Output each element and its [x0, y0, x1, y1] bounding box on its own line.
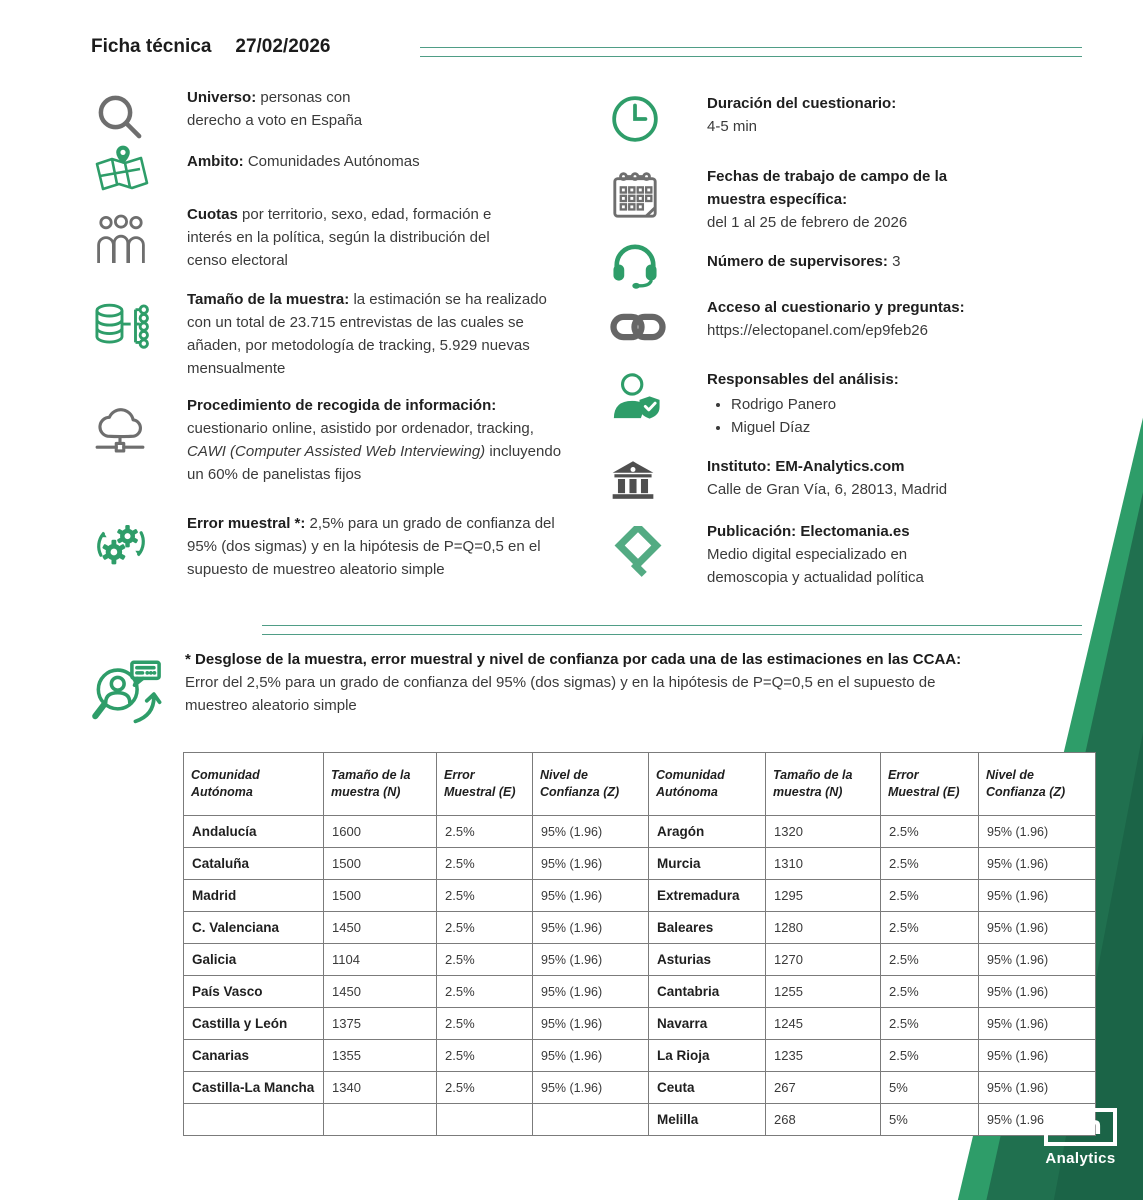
table-cell: Cantabria	[649, 976, 766, 1008]
sample-table-wrap	[183, 752, 1096, 1136]
table-cell: 1500	[324, 848, 437, 880]
em-analytics-logo	[1044, 1108, 1117, 1167]
table-cell: 2.5%	[437, 976, 533, 1008]
table-cell: 1320	[766, 816, 881, 848]
table-cell	[533, 1104, 649, 1136]
table-cell: 2.5%	[881, 1008, 979, 1040]
table-cell: 1310	[766, 848, 881, 880]
table-header-cell: Nivel de Confianza (Z)	[533, 753, 649, 816]
instituto-address: Calle de Gran Vía, 6, 28013, Madrid	[707, 481, 948, 498]
table-header-cell: Nivel de Confianza (Z)	[979, 753, 1096, 816]
table-cell: 95% (1.96)	[979, 976, 1096, 1008]
publicacion-label: Publicación: Electomania.es	[707, 523, 910, 540]
table-cell: Murcia	[649, 848, 766, 880]
table-cell: 1500	[324, 880, 437, 912]
desglose-section	[88, 648, 965, 732]
table-cell: 95% (1.96)	[979, 1104, 1096, 1136]
table-row	[184, 1040, 1096, 1072]
instituto-label: Instituto: EM-Analytics.com	[707, 458, 905, 475]
table-cell: 1450	[324, 912, 437, 944]
responsable-item: • Miguel Díaz	[731, 416, 1007, 439]
electomania-logo-icon	[608, 526, 707, 582]
table-cell: 2.5%	[437, 848, 533, 880]
table-cell	[437, 1104, 533, 1136]
table-cell: 2.5%	[437, 880, 533, 912]
table-cell: 1600	[324, 816, 437, 848]
section-divider	[262, 625, 1082, 635]
analyst-shield-icon	[608, 370, 707, 422]
fechas-value: del 1 al 25 de febrero de 2026	[707, 214, 908, 231]
table-header-cell: Error Muestral (E)	[881, 753, 979, 816]
table-cell: Cataluña	[184, 848, 324, 880]
table-cell: 2.5%	[881, 944, 979, 976]
table-cell: 1355	[324, 1040, 437, 1072]
table-row	[184, 944, 1096, 976]
responsables-section	[608, 368, 1007, 439]
table-row	[184, 880, 1096, 912]
sample-table	[183, 752, 1096, 1136]
table-cell: Navarra	[649, 1008, 766, 1040]
database-icon	[91, 300, 187, 354]
procedimiento-label: Procedimiento de recogida de información:	[187, 397, 497, 414]
table-cell: 95% (1.96)	[533, 976, 649, 1008]
table-cell: Castilla-La Mancha	[184, 1072, 324, 1104]
cuotas-label: Cuotas	[187, 206, 238, 223]
table-cell: C. Valenciana	[184, 912, 324, 944]
procedimiento-text2: incluyendo un 60% de panelistas fijos	[187, 443, 562, 483]
table-cell: 2.5%	[437, 912, 533, 944]
publicacion-text: Medio digital especializado en demoscopia y actualidad política	[707, 546, 924, 586]
table-cell: 2.5%	[881, 848, 979, 880]
institution-icon	[608, 457, 707, 501]
cloud-network-icon	[91, 404, 187, 458]
acceso-label: Acceso al cuestionario y preguntas:	[707, 299, 965, 316]
table-body	[184, 816, 1096, 1136]
responsables-label: Responsables del análisis:	[707, 371, 899, 388]
table-cell: 2.5%	[881, 880, 979, 912]
publicacion-section	[608, 520, 962, 589]
table-header-row	[184, 753, 1096, 816]
table-cell: 95% (1.96)	[979, 1072, 1096, 1104]
table-cell: 5%	[881, 1072, 979, 1104]
error-label: Error muestral *:	[187, 515, 306, 532]
table-cell: 1450	[324, 976, 437, 1008]
fechas-label: Fechas de trabajo de campo de la muestra específica:	[707, 168, 948, 208]
table-cell: 5%	[881, 1104, 979, 1136]
table-cell: Aragón	[649, 816, 766, 848]
table-row	[184, 1104, 1096, 1136]
table-header-cell: Tamaño de la muestra (N)	[766, 753, 881, 816]
clock-icon	[608, 94, 707, 144]
table-cell: 2.5%	[437, 944, 533, 976]
universo-text: personas con derecho a voto en España	[187, 89, 363, 129]
ambito-section	[91, 150, 567, 196]
responsables-list	[707, 393, 1007, 439]
table-cell: País Vasco	[184, 976, 324, 1008]
error-text: 2,5% para un grado de confianza del 95% (dos sigmas) y en la hipótesis de P=Q=0,5 en el supuesto de muestreo aleatorio simple	[187, 515, 555, 578]
map-pin-icon	[91, 144, 187, 196]
table-cell: 95% (1.96)	[533, 1008, 649, 1040]
table-cell: 1340	[324, 1072, 437, 1104]
duracion-label: Duración del cuestionario:	[707, 95, 897, 112]
table-row	[184, 976, 1096, 1008]
table-header-cell: Tamaño de la muestra (N)	[324, 753, 437, 816]
table-cell: Melilla	[649, 1104, 766, 1136]
table-cell: 95% (1.96)	[533, 912, 649, 944]
table-cell: 95% (1.96)	[979, 816, 1096, 848]
desglose-body: Error del 2,5% para un grado de confianza del 95% (dos sigmas) y en la hipótesis de P=Q=0,5 en el supuesto de muestreo aleatorio simple	[185, 674, 936, 714]
cuotas-text: por territorio, sexo, edad, formación e interés en la política, según la distribución del censo electoral	[187, 206, 492, 269]
table-cell: 95% (1.96)	[979, 1040, 1096, 1072]
calendar-icon	[608, 170, 707, 222]
table-cell: 1104	[324, 944, 437, 976]
table-cell: Canarias	[184, 1040, 324, 1072]
error-muestral-section	[91, 512, 575, 581]
em-logo-mark: em	[1044, 1108, 1117, 1146]
procedimiento-italic: CAWI (Computer Assisted Web Interviewing)	[187, 443, 486, 460]
table-header-cell: Comunidad Autónoma	[649, 753, 766, 816]
table-row	[184, 848, 1096, 880]
link-icon	[608, 312, 707, 342]
acceso-section	[608, 296, 1007, 342]
table-cell: Ceuta	[649, 1072, 766, 1104]
ambito-text: Comunidades Autónomas	[243, 153, 420, 170]
table-cell: 2.5%	[881, 976, 979, 1008]
table-cell: 95% (1.96)	[979, 1008, 1096, 1040]
sample-breakdown-icon	[88, 654, 185, 732]
universo-section	[91, 86, 392, 144]
page-date: 27/02/2026	[235, 36, 331, 57]
desglose-heading: * Desglose de la muestra, error muestral y nivel de confianza por cada una de las estimaciones en las CCAA:	[185, 651, 962, 668]
table-cell: 2.5%	[881, 1040, 979, 1072]
table-cell: 1245	[766, 1008, 881, 1040]
table-row	[184, 912, 1096, 944]
table-cell: 2.5%	[437, 1008, 533, 1040]
table-cell: 268	[766, 1104, 881, 1136]
responsable-item: • Rodrigo Panero	[731, 393, 1007, 416]
gears-sync-icon	[91, 518, 187, 570]
table-row	[184, 1008, 1096, 1040]
ambito-label: Ambito:	[187, 153, 244, 170]
tamano-label: Tamaño de la muestra:	[187, 291, 350, 308]
table-cell: 1375	[324, 1008, 437, 1040]
table-cell: Baleares	[649, 912, 766, 944]
table-cell	[324, 1104, 437, 1136]
fechas-section	[608, 165, 997, 234]
table-cell: 95% (1.96)	[979, 848, 1096, 880]
supervisores-section	[608, 250, 1007, 290]
table-cell: 1280	[766, 912, 881, 944]
people-icon	[91, 213, 187, 265]
header-divider	[420, 47, 1082, 57]
table-cell: Asturias	[649, 944, 766, 976]
table-row	[184, 1072, 1096, 1104]
table-cell: 1235	[766, 1040, 881, 1072]
table-cell: Galicia	[184, 944, 324, 976]
universo-label: Universo:	[187, 89, 257, 106]
table-row	[184, 816, 1096, 848]
table-cell: La Rioja	[649, 1040, 766, 1072]
table-cell: 95% (1.96)	[979, 880, 1096, 912]
duracion-section	[608, 92, 1007, 144]
duracion-value: 4-5 min	[707, 118, 758, 135]
table-cell: 267	[766, 1072, 881, 1104]
procedimiento-text: cuestionario online, asistido por ordenador, tracking,	[187, 420, 534, 437]
table-cell: 1295	[766, 880, 881, 912]
table-cell: 2.5%	[437, 1072, 533, 1104]
table-cell: 95% (1.96)	[533, 880, 649, 912]
table-cell: Castilla y León	[184, 1008, 324, 1040]
headset-icon	[608, 242, 707, 290]
table-header-cell: Comunidad Autónoma	[184, 753, 324, 816]
table-cell: 95% (1.96)	[533, 848, 649, 880]
procedimiento-section	[91, 394, 569, 486]
page-title: Ficha técnica	[91, 36, 212, 57]
magnifier-icon	[91, 90, 187, 144]
em-logo-text: Analytics	[1045, 1150, 1116, 1167]
table-cell: 2.5%	[437, 816, 533, 848]
table-cell: 95% (1.96)	[533, 1072, 649, 1104]
page-header	[91, 36, 330, 58]
table-cell: 1255	[766, 976, 881, 1008]
table-cell: 2.5%	[881, 816, 979, 848]
tamano-section	[91, 288, 569, 380]
table-cell: 95% (1.96)	[979, 944, 1096, 976]
acceso-url: https://electopanel.com/ep9feb26	[707, 322, 928, 339]
table-cell: 95% (1.96)	[979, 912, 1096, 944]
table-cell: 95% (1.96)	[533, 944, 649, 976]
tamano-text: la estimación se ha realizado con un total de 23.715 entrevistas de las cuales se añaden, por metodología de tracking, 5.929 nuevas mensualmente	[187, 291, 547, 377]
table-cell: Andalucía	[184, 816, 324, 848]
cuotas-section	[91, 203, 495, 272]
table-cell	[184, 1104, 324, 1136]
table-cell: 95% (1.96)	[533, 1040, 649, 1072]
table-cell: 2.5%	[437, 1040, 533, 1072]
supervisores-value: 3	[887, 253, 901, 270]
table-cell: Madrid	[184, 880, 324, 912]
table-header-cell: Error Muestral (E)	[437, 753, 533, 816]
table-cell: 95% (1.96)	[533, 816, 649, 848]
table-cell: 2.5%	[881, 912, 979, 944]
supervisores-label: Número de supervisores:	[707, 253, 888, 270]
table-cell: 1270	[766, 944, 881, 976]
table-cell: Extremadura	[649, 880, 766, 912]
instituto-section	[608, 455, 1007, 501]
